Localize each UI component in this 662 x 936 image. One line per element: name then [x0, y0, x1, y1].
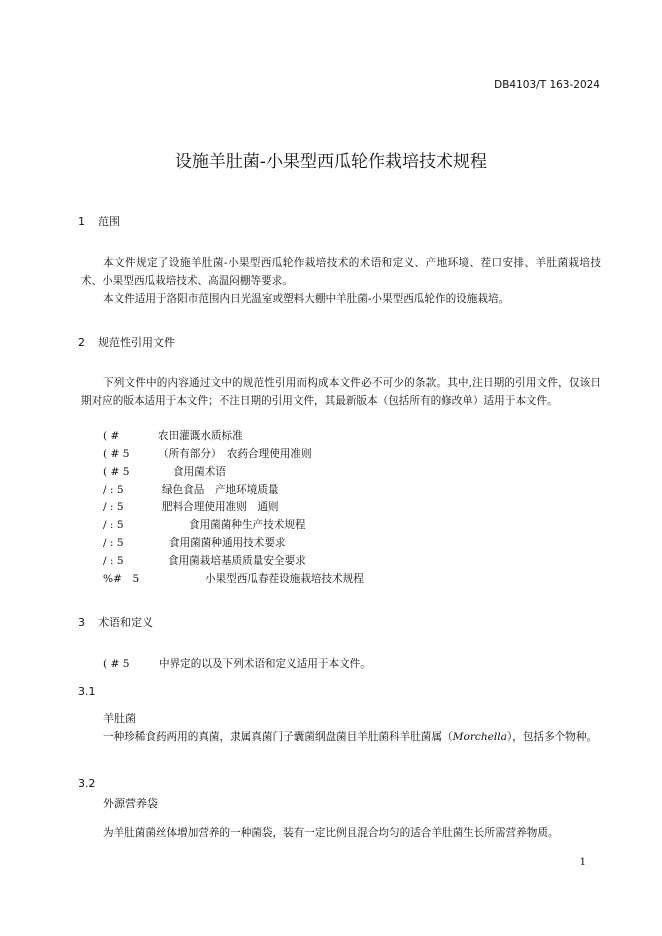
reference-code: / : 5 [103, 519, 124, 531]
section-number: 1 [78, 215, 85, 228]
terms-intro [103, 656, 371, 671]
reference-title: 食用菌菌种生产技术规程 [189, 519, 306, 531]
page-number: 1 [579, 857, 586, 868]
term-3-1-name: 羊肚菌 [103, 712, 136, 725]
reference-item [103, 499, 279, 514]
reference-item [103, 482, 279, 497]
terms-intro-text: 中界定的以及下列术语和定义适用于本文件。 [159, 658, 371, 670]
reference-code: ( # 5 [103, 466, 130, 478]
document-title: 设施羊肚菌-小果型西瓜轮作栽培技术规程 [174, 152, 488, 172]
reference-item [103, 571, 364, 586]
definition-text: ），包括多个物种。 [507, 731, 598, 743]
term-3-2-number: 3.2 [78, 777, 96, 790]
reference-item [103, 446, 312, 461]
section-1-heading [78, 213, 120, 229]
reference-code: %# 5 [103, 573, 140, 585]
reference-title: 食用菌栽培基质质量安全要求 [168, 555, 306, 567]
reference-item [103, 464, 226, 479]
section-title: 范围 [98, 215, 120, 228]
standard-number: DB4103/T 163-2024 [494, 79, 600, 91]
definition-text: 一种珍稀食药两用的真菌，隶属真菌门子囊菌纲盘菌目羊肚菌科羊肚菌属（ [103, 731, 453, 743]
references-intro: 下列文件中的内容通过文中的规范性引用而构成本文件必不可少的条款。其中,注日期的引用文件，仅该日期对应的版本适用于本文件；不注日期的引用文件，其最新版本（包括所有的修改单）适用于本文件。 [81, 377, 601, 407]
section-2-heading [78, 334, 175, 350]
latin-genus-name: Morchella [452, 731, 508, 743]
reference-title: 食用菌术语 [173, 466, 226, 478]
section-number: 3 [78, 616, 85, 629]
terms-intro-code: ( # 5 [103, 658, 130, 670]
reference-code: / : 5 [103, 484, 124, 496]
reference-code: / : 5 [103, 537, 124, 549]
reference-item [103, 535, 286, 550]
reference-code: / : 5 [103, 555, 124, 567]
reference-title: 食用菌菌种通用技术要求 [169, 537, 286, 549]
reference-title: （所有部分） 农药合理使用准则 [158, 448, 312, 460]
scope-paragraph-1: 本文件规定了设施羊肚菌-小果型西瓜轮作栽培技术的术语和定义、产地环境、茬口安排、羊肚菌栽培技术、小果型西瓜栽培技术、高温闷棚等要求。 [81, 257, 601, 287]
reference-code: / : 5 [103, 501, 124, 513]
term-3-2-definition: 为羊肚菌菌丝体增加营养的一种菌袋，装有一定比例且混合均匀的适合羊肚菌生长所需营养物质。 [103, 827, 559, 839]
term-3-2-name: 外源营养袋 [103, 797, 158, 810]
reference-title: 小果型西瓜春茬设施栽培技术规程 [205, 573, 364, 585]
section-3-heading [78, 614, 153, 630]
reference-title: 农田灌溉水质标准 [158, 430, 243, 442]
reference-item [103, 553, 306, 568]
section-title: 规范性引用文件 [98, 336, 175, 349]
term-3-1-definition [81, 728, 601, 746]
section-number: 2 [78, 336, 85, 349]
term-3-1-number: 3.1 [78, 685, 96, 698]
reference-item [103, 517, 306, 532]
section-title: 术语和定义 [98, 616, 153, 629]
reference-item [103, 428, 243, 443]
scope-paragraph-2: 本文件适用于洛阳市范围内日光温室或塑料大棚中羊肚菌-小果型西瓜轮作的设施栽培。 [103, 293, 510, 305]
reference-code: ( # [103, 430, 120, 442]
reference-title: 绿色食品 产地环境质量 [162, 484, 279, 496]
reference-title: 肥料合理使用准则 通则 [162, 501, 279, 513]
reference-code: ( # 5 [103, 448, 130, 460]
